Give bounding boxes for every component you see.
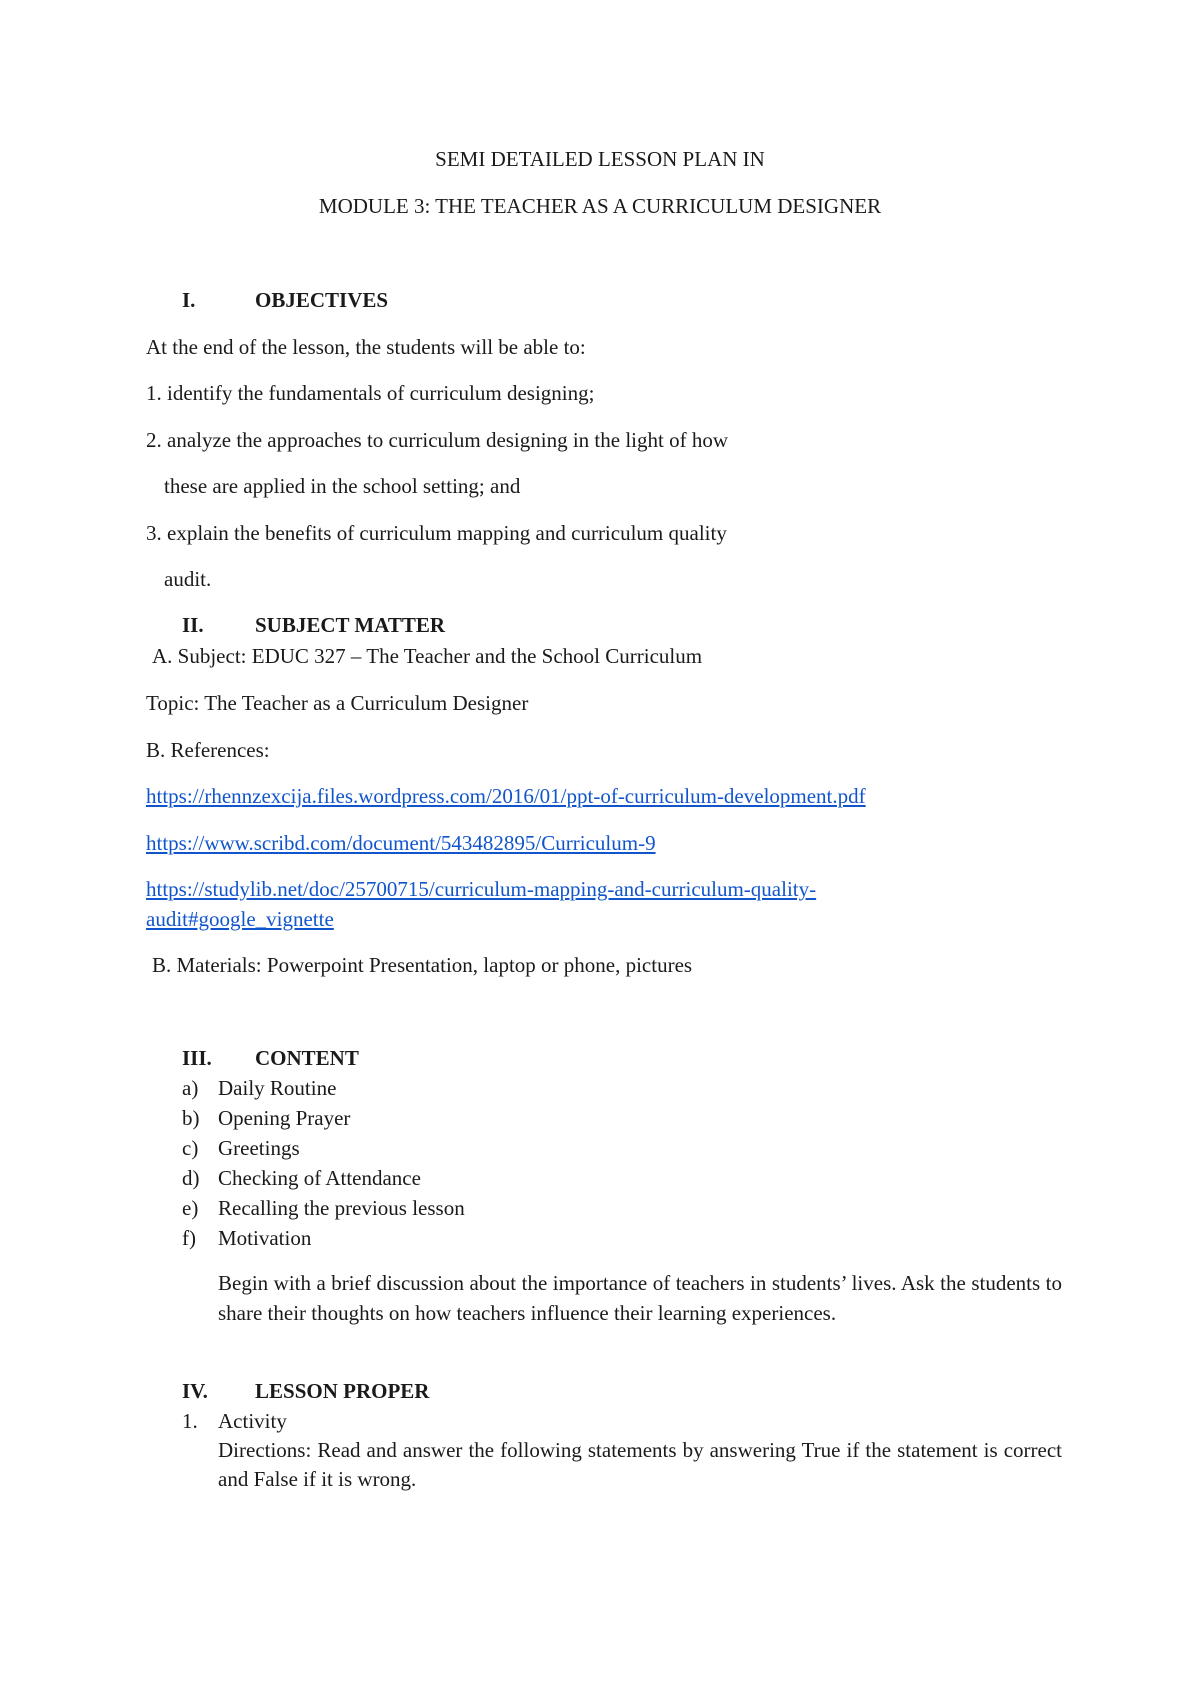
objectives-numeral: I. (182, 288, 196, 312)
objective-item-2-continued: these are applied in the school setting; and (164, 474, 521, 498)
materials-line: B. Materials: Powerpoint Presentation, laptop or phone, pictures (152, 953, 693, 977)
motivation-paragraph: Begin with a brief discussion about the importance of teachers in students’ lives. Ask the students to share their thoughts on how teachers influence their learning experiences. (218, 1271, 1062, 1325)
objective-item-1: 1. identify the fundamentals of curriculum designing; (146, 381, 595, 405)
document-title: SEMI DETAILED LESSON PLAN IN (435, 147, 765, 171)
content-item-marker: b) (182, 1106, 200, 1130)
content-heading: CONTENT (255, 1046, 359, 1070)
content-item-marker: e) (182, 1196, 199, 1220)
content-numeral: III. (182, 1046, 212, 1070)
content-item-marker: a) (182, 1076, 199, 1100)
activity-label: Activity (218, 1409, 287, 1433)
reference-link-1[interactable]: https://rhennzexcija.files.wordpress.com/2016/01/ppt-of-curriculum-development.pdf (146, 784, 866, 808)
document-subtitle: MODULE 3: THE TEACHER AS A CURRICULUM DESIGNER (318, 194, 882, 218)
objectives-heading: OBJECTIVES (255, 288, 389, 312)
activity-marker: 1. (182, 1409, 198, 1433)
subject-line: A. Subject: EDUC 327 – The Teacher and the School Curriculum (152, 644, 703, 668)
content-item-recalling-lesson: Recalling the previous lesson (218, 1196, 465, 1220)
subject-matter-numeral: II. (182, 613, 204, 637)
content-item-marker: f) (182, 1226, 196, 1250)
content-item-checking-attendance: Checking of Attendance (218, 1166, 421, 1190)
reference-link-2[interactable]: https://www.scribd.com/document/543482895/Curriculum-9 (146, 831, 656, 855)
objectives-intro: At the end of the lesson, the students will be able to: (146, 335, 586, 359)
reference-link-3-continued[interactable]: audit#google_vignette (146, 907, 334, 931)
activity-directions: Directions: Read and answer the following statements by answering True if the statement is correct and False if it is wrong. (218, 1438, 1062, 1491)
content-item-greetings: Greetings (218, 1136, 300, 1160)
content-item-daily-routine: Daily Routine (218, 1076, 337, 1100)
reference-link-3[interactable]: https://studylib.net/doc/25700715/curriculum-mapping-and-curriculum-quality- (146, 877, 817, 901)
objective-item-3: 3. explain the benefits of curriculum mapping and curriculum quality (146, 521, 727, 545)
content-item-motivation: Motivation (218, 1226, 312, 1250)
content-item-marker: d) (182, 1166, 200, 1190)
lesson-proper-heading: LESSON PROPER (255, 1379, 430, 1403)
references-label: B. References: (146, 738, 270, 762)
lesson-proper-numeral: IV. (182, 1379, 208, 1403)
content-item-marker: c) (182, 1136, 199, 1160)
content-item-opening-prayer: Opening Prayer (218, 1106, 351, 1130)
objective-item-2: 2. analyze the approaches to curriculum designing in the light of how (146, 428, 729, 452)
topic-line: Topic: The Teacher as a Curriculum Designer (146, 691, 529, 715)
subject-matter-heading: SUBJECT MATTER (255, 613, 446, 637)
objective-item-3-continued: audit. (164, 567, 212, 591)
